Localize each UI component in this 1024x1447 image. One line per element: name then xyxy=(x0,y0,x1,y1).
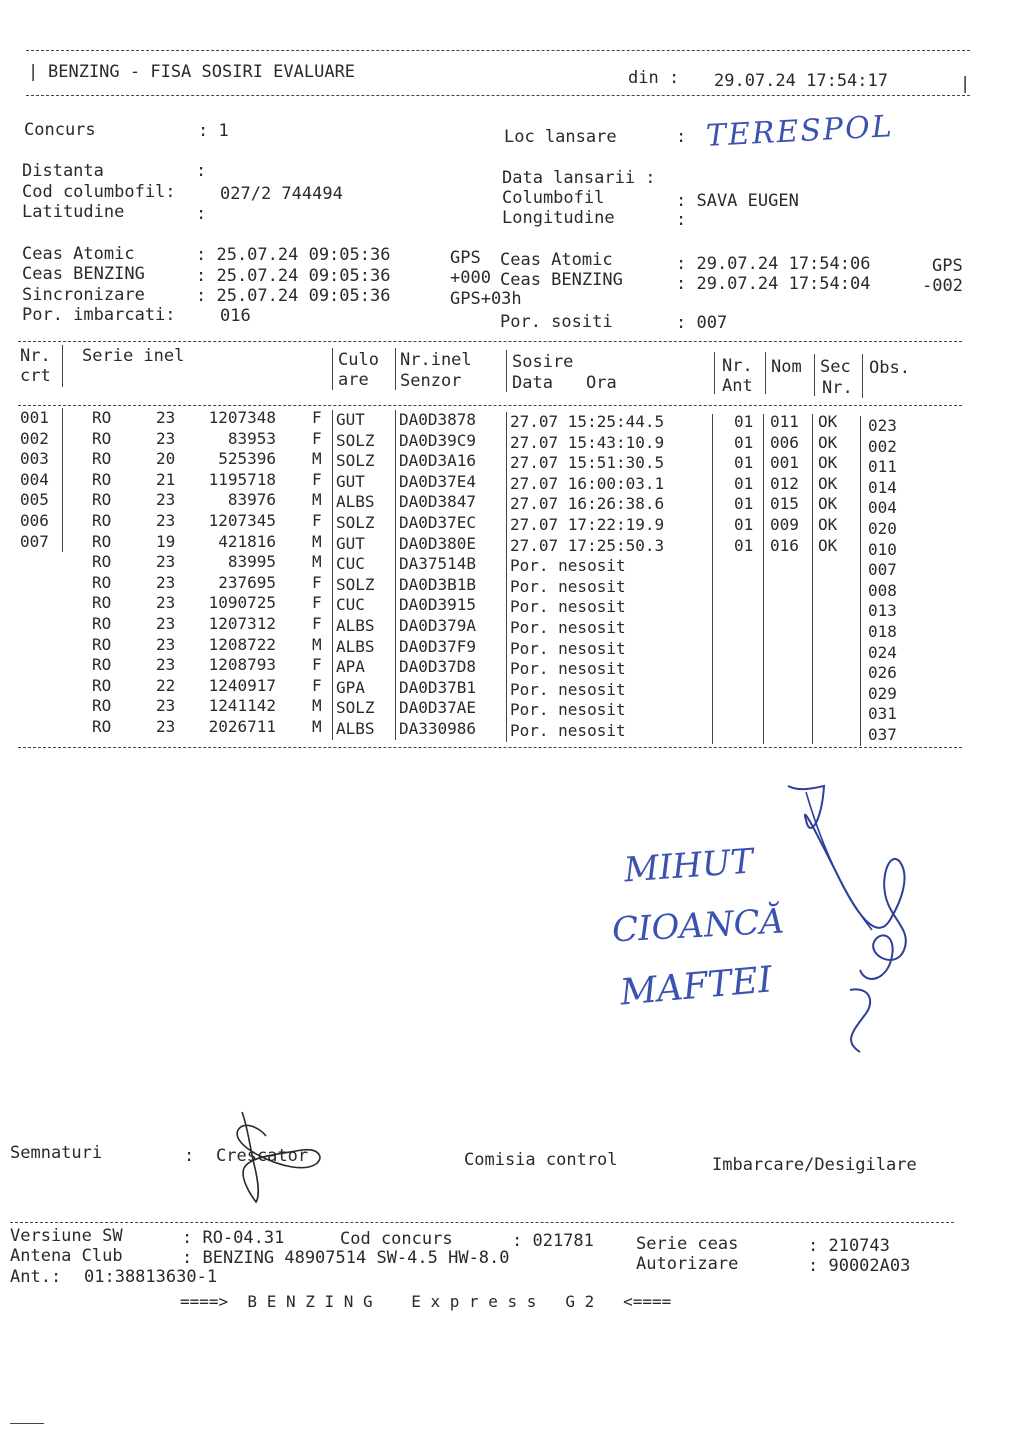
cell-country: RO xyxy=(92,469,112,489)
ant-value: 01:38813630-1 xyxy=(84,1267,218,1287)
col-header-obs: Obs. xyxy=(869,358,910,378)
cell-country: RO xyxy=(92,428,112,448)
cell-sensor: DA0D379A xyxy=(399,616,477,635)
cell-year: 23 xyxy=(156,696,176,716)
cell-nom: 012 xyxy=(770,473,799,493)
body-sep-2 xyxy=(332,410,333,740)
por-imbarcati-value: 016 xyxy=(220,306,251,326)
cell-country: RO xyxy=(92,408,112,427)
cell-nom: 016 xyxy=(770,535,799,555)
cell-ant: 01 xyxy=(734,494,754,514)
por-sositi-label: Por. sositi xyxy=(500,312,613,332)
cell-arrival: Por. nesosit xyxy=(510,659,626,679)
loc-lansare-colon: : xyxy=(676,127,687,147)
cell-sensor: DA0D39C9 xyxy=(399,430,477,450)
cell-ring-number: 1208722 xyxy=(208,634,276,654)
cell-ring-number: 2026711 xyxy=(208,717,276,736)
cell-sensor: DA0D380E xyxy=(399,533,477,553)
table-header-rule xyxy=(18,405,962,406)
col-header-sosire: Sosire xyxy=(512,352,574,372)
cell-sensor: DA0D37E4 xyxy=(399,471,477,491)
cell-sensor: DA0D3915 xyxy=(399,595,477,615)
cell-sex: F xyxy=(312,408,322,427)
cell-arrival: 27.07 15:25:44.5 xyxy=(510,412,665,431)
ceas-benzing-end-label: Ceas BENZING xyxy=(500,270,623,290)
concurs-value: : 1 xyxy=(198,121,229,141)
columbofil-label: Columbofil xyxy=(502,188,605,208)
cell-ant: 01 xyxy=(734,515,754,534)
cell-sec: OK xyxy=(818,453,838,473)
cell-arrival: Por. nesosit xyxy=(510,638,626,658)
cell-ring-number: 1207345 xyxy=(208,511,276,530)
cell-year: 19 xyxy=(156,531,176,551)
cell-arrival: Por. nesosit xyxy=(510,556,626,576)
semnaturi-colon: : xyxy=(184,1146,195,1166)
cell-nom: 015 xyxy=(770,494,799,514)
cell-sensor: DA0D3B1B xyxy=(399,574,477,594)
cell-nr: 006 xyxy=(20,511,49,530)
concurs-label: Concurs xyxy=(24,120,96,140)
cell-sensor: DA0D3847 xyxy=(399,492,477,512)
data-lansarii-label: Data lansarii : xyxy=(502,168,656,188)
cell-ring-number: 1207312 xyxy=(208,614,276,633)
ceas-atomic-start-label: Ceas Atomic xyxy=(22,244,135,264)
cell-country: RO xyxy=(92,490,112,510)
ceas-atomic-end-label: Ceas Atomic xyxy=(500,250,613,270)
autorizare-label: Autorizare xyxy=(636,1254,739,1274)
col-header-nom: Nom xyxy=(771,357,802,377)
footer-top-rule xyxy=(10,1222,954,1223)
handwritten-name-1: MIHUT xyxy=(622,841,755,891)
cod-columbofil-label: Cod columbofil: xyxy=(22,182,176,202)
cell-color: GPA xyxy=(336,677,365,697)
cell-ring-number: 237695 xyxy=(218,572,276,592)
cell-sex: F xyxy=(312,655,322,675)
cell-obs: 026 xyxy=(868,663,897,683)
cell-arrival: Por. nesosit xyxy=(510,679,626,699)
cell-ring-number: 83953 xyxy=(227,428,276,448)
cell-arrival: Por. nesosit xyxy=(510,597,626,617)
cell-arrival: 27.07 17:22:19.9 xyxy=(510,515,665,534)
imbarcare-desigilare-label: Imbarcare/Desigilare xyxy=(712,1155,917,1175)
cell-color: GUT xyxy=(336,533,365,553)
col-header-sec: Sec xyxy=(820,357,851,377)
ceas-atomic-end-suffix: GPS xyxy=(932,256,963,276)
cell-sec: OK xyxy=(818,535,838,555)
cell-obs: 029 xyxy=(868,683,897,703)
cell-color: CUC xyxy=(336,554,365,574)
cell-ant: 01 xyxy=(734,473,754,493)
cell-nom: 006 xyxy=(770,432,799,452)
cell-country: RO xyxy=(92,675,112,695)
comisia-control-label: Comisia control xyxy=(464,1150,618,1170)
cell-ring-number: 525396 xyxy=(218,449,276,469)
cell-arrival: Por. nesosit xyxy=(510,576,626,596)
columbofil-value: : SAVA EUGEN xyxy=(676,191,799,211)
sincronizare-label: Sincronizare xyxy=(22,285,145,305)
ceas-benzing-start-value: : 25.07.24 09:05:36 xyxy=(196,266,391,286)
cell-arrival: Por. nesosit xyxy=(510,700,626,720)
body-sep-1 xyxy=(62,408,63,552)
cell-sex: M xyxy=(312,531,322,551)
cell-sec: OK xyxy=(818,494,838,514)
col-header-sec-nr: Nr. xyxy=(822,378,853,398)
cell-sensor: DA0D37B1 xyxy=(399,677,477,697)
distanta-label: Distanta xyxy=(22,161,104,181)
serie-ceas-value: : 210743 xyxy=(808,1236,890,1256)
cell-year: 20 xyxy=(156,449,176,469)
table-bottom-rule xyxy=(18,747,962,748)
col-header-senzor: Senzor xyxy=(400,371,462,391)
ceas-benzing-start-suffix: +000 xyxy=(450,268,491,288)
handwritten-name-2: CIOANCĂ xyxy=(611,901,786,951)
cod-concurs-value: : 021781 xyxy=(512,1231,594,1251)
cell-year: 23 xyxy=(156,408,176,427)
cell-sex: F xyxy=(312,572,322,592)
col-header-nrinel: Nr.inel xyxy=(400,350,472,370)
hdr-sep-6 xyxy=(765,352,766,394)
cell-sec: OK xyxy=(818,432,838,452)
cod-concurs-label: Cod concurs xyxy=(340,1229,453,1249)
col-header-nr-ant: Nr. xyxy=(722,356,753,376)
handwritten-name-3: MAFTEI xyxy=(618,959,774,1014)
cell-color: SOLZ xyxy=(336,698,375,718)
cell-obs: 010 xyxy=(868,539,897,559)
col-header-data: Data xyxy=(512,373,553,393)
semnaturi-label: Semnaturi xyxy=(10,1143,103,1163)
loc-lansare-handwritten: TERESPOL xyxy=(705,109,895,154)
cell-ring-number: 83995 xyxy=(227,552,276,572)
cell-arrival: 27.07 16:00:03.1 xyxy=(510,473,665,493)
handwritten-signature-mark xyxy=(780,780,940,1070)
cell-year: 23 xyxy=(156,614,176,633)
versiune-sw-value: : RO-04.31 xyxy=(182,1228,285,1248)
ceas-benzing-end-suffix: -002 xyxy=(922,276,963,296)
cell-sec: OK xyxy=(818,515,838,534)
hdr-sep-4 xyxy=(506,350,507,392)
cell-country: RO xyxy=(92,511,112,530)
cell-country: RO xyxy=(92,614,112,633)
ant-label: Ant.: xyxy=(10,1267,62,1287)
cell-color: SOLZ xyxy=(336,513,375,532)
cell-sex: F xyxy=(312,428,322,448)
cell-sex: M xyxy=(312,552,322,572)
header-top-rule xyxy=(26,50,970,51)
cell-sex: F xyxy=(312,675,322,695)
cell-arrival: 27.07 15:51:30.5 xyxy=(510,453,665,473)
col-header-ora: Ora xyxy=(586,373,617,393)
cell-country: RO xyxy=(92,552,112,572)
cell-obs: 008 xyxy=(868,580,897,600)
latitudine-label: Latitudine xyxy=(22,202,125,222)
cell-obs: 020 xyxy=(868,519,897,538)
cell-year: 23 xyxy=(156,593,176,613)
cell-obs: 023 xyxy=(868,416,897,435)
bottom-stub-rule xyxy=(10,1423,44,1424)
cell-country: RO xyxy=(92,717,112,736)
cell-sex: M xyxy=(312,634,322,654)
cell-year: 23 xyxy=(156,490,176,510)
cell-sex: F xyxy=(312,511,322,530)
antena-club-value: : BENZING 48907514 SW-4.5 HW-8.0 xyxy=(182,1248,510,1268)
cell-year: 23 xyxy=(156,511,176,530)
hdr-sep-1 xyxy=(62,345,63,387)
body-sep-7 xyxy=(812,414,813,744)
cell-year: 23 xyxy=(156,552,176,572)
cell-ant: 01 xyxy=(734,432,754,452)
hdr-sep-3 xyxy=(395,348,396,390)
cell-sensor: DA37514B xyxy=(399,554,477,574)
table-top-rule xyxy=(18,341,962,342)
cell-nr: 007 xyxy=(20,531,49,551)
cell-color: ALBS xyxy=(336,616,375,635)
cell-color: GUT xyxy=(336,410,365,429)
cell-arrival: Por. nesosit xyxy=(510,721,626,740)
cell-sensor: DA0D3878 xyxy=(399,410,477,429)
ceas-benzing-end-value: : 29.07.24 17:54:04 xyxy=(676,274,871,294)
por-imbarcati-label: Por. imbarcati: xyxy=(22,305,176,325)
cell-sec: OK xyxy=(818,473,838,493)
body-sep-4 xyxy=(506,412,507,742)
cell-year: 23 xyxy=(156,572,176,592)
cell-nr: 001 xyxy=(20,408,49,427)
hdr-sep-7 xyxy=(814,354,815,396)
cell-country: RO xyxy=(92,593,112,613)
cell-nr: 005 xyxy=(20,490,49,510)
header-right-bar: | xyxy=(960,74,971,94)
cell-ring-number: 1208793 xyxy=(208,655,276,675)
versiune-sw-label: Versiune SW xyxy=(10,1226,123,1246)
cell-sec: OK xyxy=(818,412,838,431)
header-title: BENZING - FISA SOSIRI EVALUARE xyxy=(48,62,356,82)
cell-sex: M xyxy=(312,449,322,469)
cell-color: SOLZ xyxy=(336,430,375,450)
benzing-express-banner: ====> B E N Z I N G E x p r e s s G 2 <==== xyxy=(180,1292,672,1311)
cod-columbofil-value: 027/2 744494 xyxy=(220,184,343,204)
col-header-crt: crt xyxy=(20,366,51,386)
cell-color: ALBS xyxy=(336,636,375,656)
cell-ring-number: 421816 xyxy=(218,531,276,551)
cell-arrival: Por. nesosit xyxy=(510,618,626,637)
cell-country: RO xyxy=(92,696,112,716)
cell-ring-number: 1090725 xyxy=(208,593,276,613)
cell-sensor: DA0D37AE xyxy=(399,698,477,718)
cell-color: CUC xyxy=(336,595,365,615)
ceas-atomic-start-suffix: GPS xyxy=(450,248,481,268)
body-sep-3 xyxy=(395,410,396,740)
hdr-sep-5 xyxy=(714,352,715,394)
cell-color: ALBS xyxy=(336,719,375,738)
cell-ant: 01 xyxy=(734,535,754,555)
header-din-value: 29.07.24 17:54:17 xyxy=(714,71,888,91)
longitudine-value: : xyxy=(676,210,687,230)
cell-obs: 018 xyxy=(868,622,897,641)
cell-country: RO xyxy=(92,531,112,551)
cell-sensor: DA0D37F9 xyxy=(399,636,477,656)
cell-year: 23 xyxy=(156,717,176,736)
cell-country: RO xyxy=(92,572,112,592)
cell-ring-number: 1241142 xyxy=(208,696,276,716)
cell-year: 21 xyxy=(156,469,176,489)
cell-year: 23 xyxy=(156,655,176,675)
cell-obs: 013 xyxy=(868,601,897,621)
cell-sensor: DA330986 xyxy=(399,719,477,738)
cell-ring-number: 1207348 xyxy=(208,408,276,427)
cell-year: 23 xyxy=(156,634,176,654)
body-sep-8 xyxy=(860,416,861,746)
cell-sex: M xyxy=(312,490,322,510)
cell-obs: 024 xyxy=(868,642,897,662)
serie-ceas-label: Serie ceas xyxy=(636,1234,739,1254)
hdr-sep-8 xyxy=(862,354,863,398)
sincronizare-suffix: GPS+03h xyxy=(450,289,522,309)
cell-arrival: 27.07 16:26:38.6 xyxy=(510,494,665,514)
cell-arrival: 27.07 15:43:10.9 xyxy=(510,432,665,452)
cell-obs: 037 xyxy=(868,725,897,744)
col-header-culo: Culo xyxy=(338,350,379,370)
cell-obs: 014 xyxy=(868,477,897,497)
cell-sex: F xyxy=(312,614,322,633)
ceas-atomic-end-value: : 29.07.24 17:54:06 xyxy=(676,254,871,274)
cell-country: RO xyxy=(92,655,112,675)
col-header-serie: Serie inel xyxy=(82,346,185,366)
crescator-signature-mark xyxy=(220,1108,340,1208)
header-left-bar: | xyxy=(28,62,39,82)
cell-ring-number: 1195718 xyxy=(208,469,276,489)
cell-year: 22 xyxy=(156,675,176,695)
cell-obs: 031 xyxy=(868,704,897,724)
sincronizare-value: : 25.07.24 09:05:36 xyxy=(196,286,391,306)
cell-nom: 009 xyxy=(770,515,799,534)
header-din-label: din : xyxy=(628,68,680,88)
autorizare-value: : 90002A03 xyxy=(808,1256,911,1276)
por-sositi-value: : 007 xyxy=(676,313,728,333)
cell-ring-number: 83976 xyxy=(227,490,276,510)
cell-obs: 007 xyxy=(868,560,897,580)
antena-club-label: Antena Club xyxy=(10,1246,123,1266)
cell-obs: 011 xyxy=(868,457,897,477)
latitudine-value: : xyxy=(196,204,207,224)
cell-obs: 004 xyxy=(868,498,897,518)
cell-nr: 003 xyxy=(20,449,49,469)
cell-color: APA xyxy=(336,657,365,677)
longitudine-label: Longitudine xyxy=(502,208,615,228)
cell-sex: M xyxy=(312,696,322,716)
cell-year: 23 xyxy=(156,428,176,448)
ceas-benzing-start-label: Ceas BENZING xyxy=(22,264,145,284)
cell-nr: 002 xyxy=(20,428,49,448)
hdr-sep-2 xyxy=(332,348,333,390)
col-header-are: are xyxy=(338,370,369,390)
header-bottom-rule xyxy=(26,95,970,96)
body-sep-5 xyxy=(712,414,713,744)
cell-country: RO xyxy=(92,634,112,654)
cell-sex: M xyxy=(312,717,322,736)
col-header-nr: Nr. xyxy=(20,346,51,366)
cell-sex: F xyxy=(312,469,322,489)
cell-ant: 01 xyxy=(734,412,754,431)
loc-lansare-label: Loc lansare xyxy=(504,127,617,147)
crescator-label: Crescator xyxy=(216,1146,309,1166)
cell-color: GUT xyxy=(336,471,365,491)
cell-sensor: DA0D37D8 xyxy=(399,657,477,677)
cell-nom: 011 xyxy=(770,412,799,431)
cell-arrival: 27.07 17:25:50.3 xyxy=(510,535,665,555)
cell-ant: 01 xyxy=(734,453,754,473)
cell-ring-number: 1240917 xyxy=(208,675,276,695)
cell-nr: 004 xyxy=(20,469,49,489)
cell-sex: F xyxy=(312,593,322,613)
cell-country: RO xyxy=(92,449,112,469)
cell-sensor: DA0D37EC xyxy=(399,513,477,532)
cell-color: SOLZ xyxy=(336,574,375,594)
body-sep-6 xyxy=(763,414,764,744)
col-header-ant: Ant xyxy=(722,376,753,396)
cell-nom: 001 xyxy=(770,453,799,473)
cell-obs: 002 xyxy=(868,436,897,456)
cell-color: ALBS xyxy=(336,492,375,512)
distanta-value: : xyxy=(196,161,207,181)
ceas-atomic-start-value: : 25.07.24 09:05:36 xyxy=(196,245,391,265)
cell-color: SOLZ xyxy=(336,451,375,471)
cell-sensor: DA0D3A16 xyxy=(399,451,477,471)
